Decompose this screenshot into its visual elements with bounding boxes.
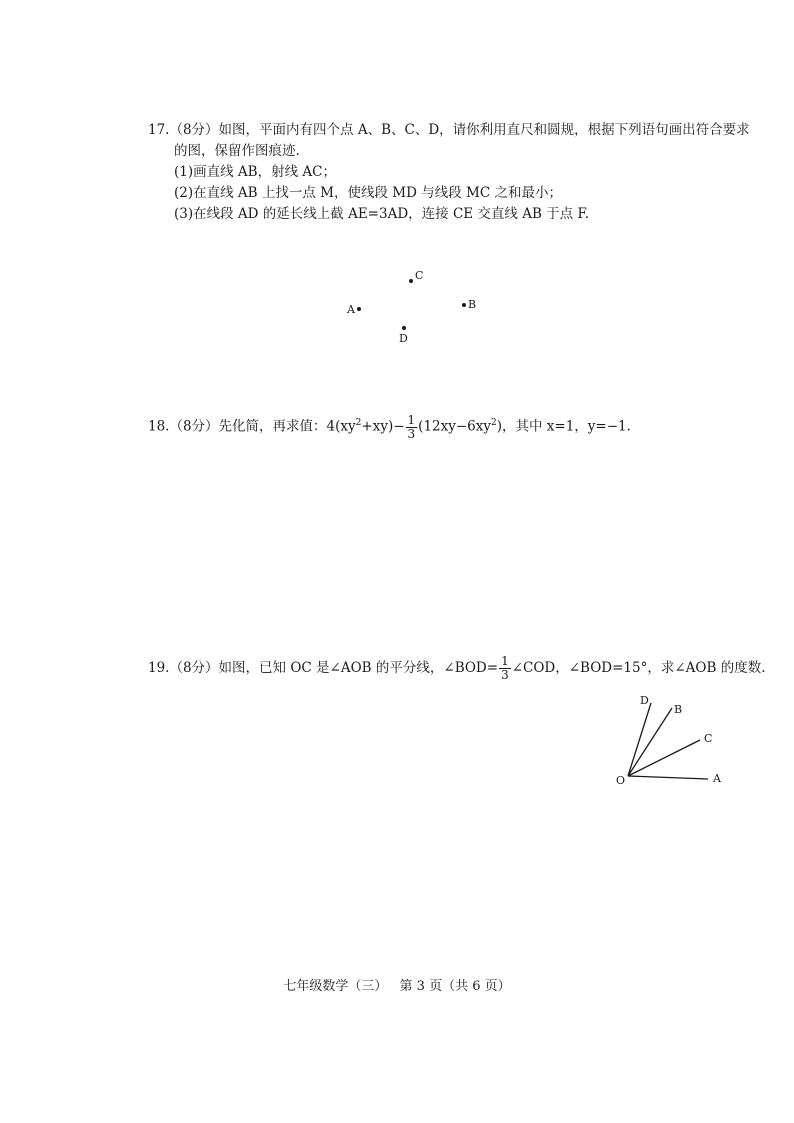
point-d-label: D [399, 332, 408, 345]
q19-frac-den: 3 [501, 668, 509, 682]
point-a-label: A [347, 303, 355, 316]
ray-ob [628, 708, 672, 776]
q18-frac-den: 3 [407, 426, 416, 441]
q18-mid1: +xy)− [361, 418, 405, 435]
q18-mid2: (12xy−6xy [418, 418, 491, 435]
ray-oc [628, 740, 700, 776]
point-b-label: B [468, 298, 477, 311]
footer-page-number: 第 3 页（共 6 页） [399, 979, 511, 994]
q17-item2: (2)在直线 AB 上找一点 M，使线段 MD 与线段 MC 之和最小； [174, 185, 562, 201]
q18-exponent-1: 2 [355, 418, 362, 428]
q19-prefix: 19.（8分）如图，已知 OC 是∠AOB 的平分线，∠BOD= [148, 660, 499, 676]
ray-od [628, 703, 651, 776]
point-c-label: C [415, 269, 424, 282]
label-o: O [616, 774, 626, 787]
label-d: D [640, 694, 649, 707]
page-footer [0, 975, 794, 994]
label-b: B [674, 703, 683, 716]
ray-oa [628, 776, 708, 779]
q17-line2: 的图，保留作图痕迹. [174, 143, 300, 159]
q18-exponent-2: 2 [491, 418, 497, 428]
label-a: A [713, 772, 721, 785]
q19-suffix: ∠COD，∠BOD=15°，求∠AOB 的度数. [511, 660, 766, 676]
q18-frac-num: 1 [407, 412, 416, 427]
label-c: C [704, 732, 713, 745]
q17-item3: (3)在线段 AD 的延长线上截 AE=3AD，连接 CE 交直线 AB 于点 F. [174, 206, 590, 222]
footer-subject: 七年级数学（三） [283, 979, 388, 994]
q19-frac-num: 1 [501, 654, 509, 668]
q18-suffix: )，其中 x=1，y=−1. [496, 418, 631, 435]
q18-prefix: 18.（8分）先化简，再求值：4(xy [148, 418, 356, 435]
q17-line1: 17.（8分）如图，平面内有四个点 A、B、C、D，请你利用直尺和圆规，根据下列语句画出符合要求 [148, 122, 750, 138]
q17-item1: (1)画直线 AB，射线 AC； [174, 164, 336, 180]
